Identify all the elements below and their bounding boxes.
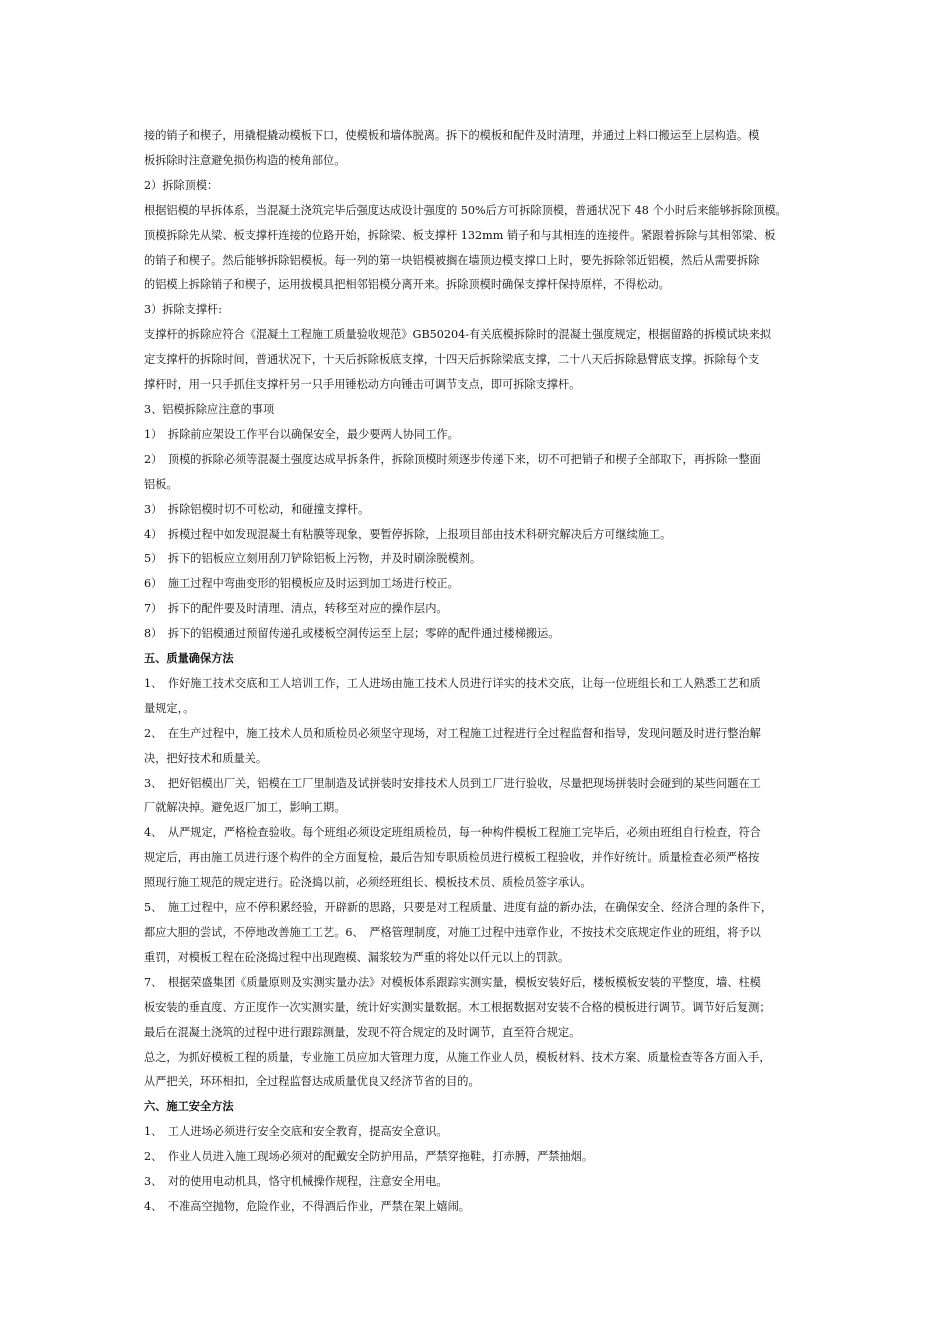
text-line: 的销子和楔子。然后能够拆除铝模板。每一列的第一块铝模被搁在墙顶边模支撑口上时，要先拆除邻近铝模，然后从需要拆除 bbox=[144, 253, 760, 267]
text-line: 照现行施工规范的规定进行。砼浇捣以前，必须经班组长、模板技术员、质检员签字承认。 bbox=[144, 876, 592, 890]
list-item: 5、 施工过程中，应不停积累经验，开辟新的思路，只要是对工程质量、进度有益的新办法，在确保安全、经济合理的条件下， bbox=[144, 901, 773, 915]
text-line: 定支撑杆的拆除时间，普通状况下，十天后拆除板底支撑，十四天后拆除梁底支撑，二十八天后拆除悬臂底支撑。拆除每个支 bbox=[144, 353, 760, 367]
text-line: 规定后，再由施工员进行逐个构件的全方面复检，最后告知专职质检员进行模板工程验收，并作好统计。质量检查必须严格按 bbox=[144, 851, 760, 865]
list-item: 2、 作业人员进入施工现场必须对的配戴安全防护用品，严禁穿拖鞋，打赤膊，严禁抽烟。 bbox=[144, 1150, 594, 1164]
text-line: 根据铝模的早拆体系，当混凝土浇筑完毕后强度达成设计强度的 50%后方可拆除顶模，普通状况下 48 个小时后来能够拆除顶模。 bbox=[144, 203, 787, 217]
list-item: 6） 施工过程中弯曲变形的铝模板应及时运到加工场进行校正。 bbox=[144, 577, 459, 591]
text-line: 板安装的垂直度、方正度作一次实测实量，统计好实测实量数据。木工根据数据对安装不合格的模板进行调节。调节好后复测； bbox=[144, 1000, 771, 1014]
document-page bbox=[144, 124, 820, 1220]
subheading: 3）拆除支撑杆: bbox=[144, 303, 223, 317]
list-item: 3） 拆除铝模时切不可松动，和碰撞支撑杆。 bbox=[144, 502, 370, 516]
subheading: 3、铝模拆除应注意的事项 bbox=[144, 402, 275, 416]
list-item: 3、 把好铝模出厂关，铝模在工厂里制造及试拼装时安排技术人员到工厂进行验收，尽量把现场拼装时会碰到的某些问题在工 bbox=[144, 776, 761, 790]
list-item: 8） 拆下的铝模通过预留传递孔或楼板空洞传运至上层；零碎的配件通过楼梯搬运。 bbox=[144, 627, 560, 641]
text-line: 铝板。 bbox=[144, 477, 178, 491]
list-item: 2） 顶模的拆除必须等混凝土强度达成早拆条件，拆除顶模时须逐步传递下来，切不可把销子和楔子全部取下，再拆除一整面 bbox=[144, 452, 761, 466]
text-line: 接的销子和楔子，用撬棍撬动模板下口，使模板和墙体脱离。拆下的模板和配件及时清理，并通过上料口搬运至上层构造。模 bbox=[144, 129, 760, 142]
text-line: 板拆除时注意避免损伤构造的棱角部位。 bbox=[144, 153, 346, 167]
text-line: 决，把好技术和质量关。 bbox=[144, 751, 268, 765]
subheading: 2）拆除顶模： bbox=[144, 178, 219, 192]
text-line: 都应大胆的尝试，不停地改善施工工艺。6、 严格管理制度，对施工过程中违章作业，不按技术交底规定作业的班组，将予以 bbox=[144, 926, 761, 939]
text-line: 总之，为抓好模板工程的质量，专业施工员应加大管理力度，从施工作业人员，模板材料、技术方案、质量检查等各方面入手， bbox=[144, 1050, 771, 1064]
list-item: 4、 从严规定，严格检查验收。每个班组必须设定班组质检员，每一种构件模板工程施工完毕后，必须由班组自行检查，符合 bbox=[144, 826, 761, 840]
list-item: 1） 拆除前应架设工作平台以确保安全，最少要两人协同工作。 bbox=[144, 427, 459, 441]
text-line: 量规定，。 bbox=[144, 701, 195, 715]
list-item: 2、 在生产过程中，施工技术人员和质检员必须坚守现场，对工程施工过程进行全过程监督和指导，发现问题及时进行整治解 bbox=[144, 726, 761, 740]
list-item: 7、 根据荣盛集团《质量原则及实测实量办法》对模板体系跟踪实测实量，模板安装好后，楼板模板安装的平整度，墙、柱模 bbox=[144, 975, 761, 989]
text-line: 从严把关，环环相扣，全过程监督达成质量优良又经济节省的目的。 bbox=[144, 1075, 480, 1089]
text-line: 最后在混凝土浇筑的过程中进行跟踪测量，发现不符合规定的及时调节，直至符合规定。 bbox=[144, 1025, 581, 1039]
list-item: 5） 拆下的铝板应立刻用刮刀铲除铝板上污物，并及时刷涂脱模剂。 bbox=[144, 552, 482, 566]
list-item: 4） 拆模过程中如发现混凝土有粘膜等现象，要暂停拆除，上报项目部由技术科研究解决后方可继续施工。 bbox=[144, 527, 672, 541]
text-line: 顶模拆除先从梁、板支撑杆连接的位路开始，拆除梁、板支撑杆 132mm 销子和与其相连的连接件。紧跟着拆除与其相邻梁、板 bbox=[144, 228, 776, 242]
text-line: 撑杆时，用一只手抓住支撑杆另一只手用锤松动方向锤击可调节支点，即可拆除支撑杆。 bbox=[144, 378, 581, 392]
list-item: 4、 不准高空抛物，危险作业，不得酒后作业，严禁在架上嬉闹。 bbox=[144, 1199, 470, 1213]
section-heading: 五、质量确保方法 bbox=[144, 652, 234, 666]
list-item: 7） 拆下的配件要及时清理、清点，转移至对应的操作层内。 bbox=[144, 602, 448, 616]
text-line: 的铝模上拆除销子和楔子，运用拔模具把相邻铝模分离开来。拆除顶模时确保支撑杆保持原样，不得松动。 bbox=[144, 278, 670, 292]
list-item: 1、 作好施工技术交底和工人培训工作，工人进场由施工技术人员进行详实的技术交底，让每一位班组长和工人熟悉工艺和质 bbox=[144, 676, 761, 690]
list-item: 3、 对的使用电动机具，恪守机械操作规程，注意安全用电。 bbox=[144, 1175, 448, 1189]
section-heading: 六、施工安全方法 bbox=[144, 1100, 234, 1114]
list-item: 1、 工人进场必须进行安全交底和安全教育，提高安全意识。 bbox=[144, 1125, 448, 1139]
text-line: 厂就解决掉。避免返厂加工，影响工期。 bbox=[144, 801, 346, 815]
text-line: 重罚，对模板工程在砼浇捣过程中出现跑模、漏浆较为严重的将处以仟元以上的罚款。 bbox=[144, 950, 570, 964]
text-line: 支撑杆的拆除应符合《混凝土工程施工质量验收规范》GB50204-有关底模拆除时的混凝土强度规定，根据留路的拆模试块来拟 bbox=[144, 328, 772, 342]
